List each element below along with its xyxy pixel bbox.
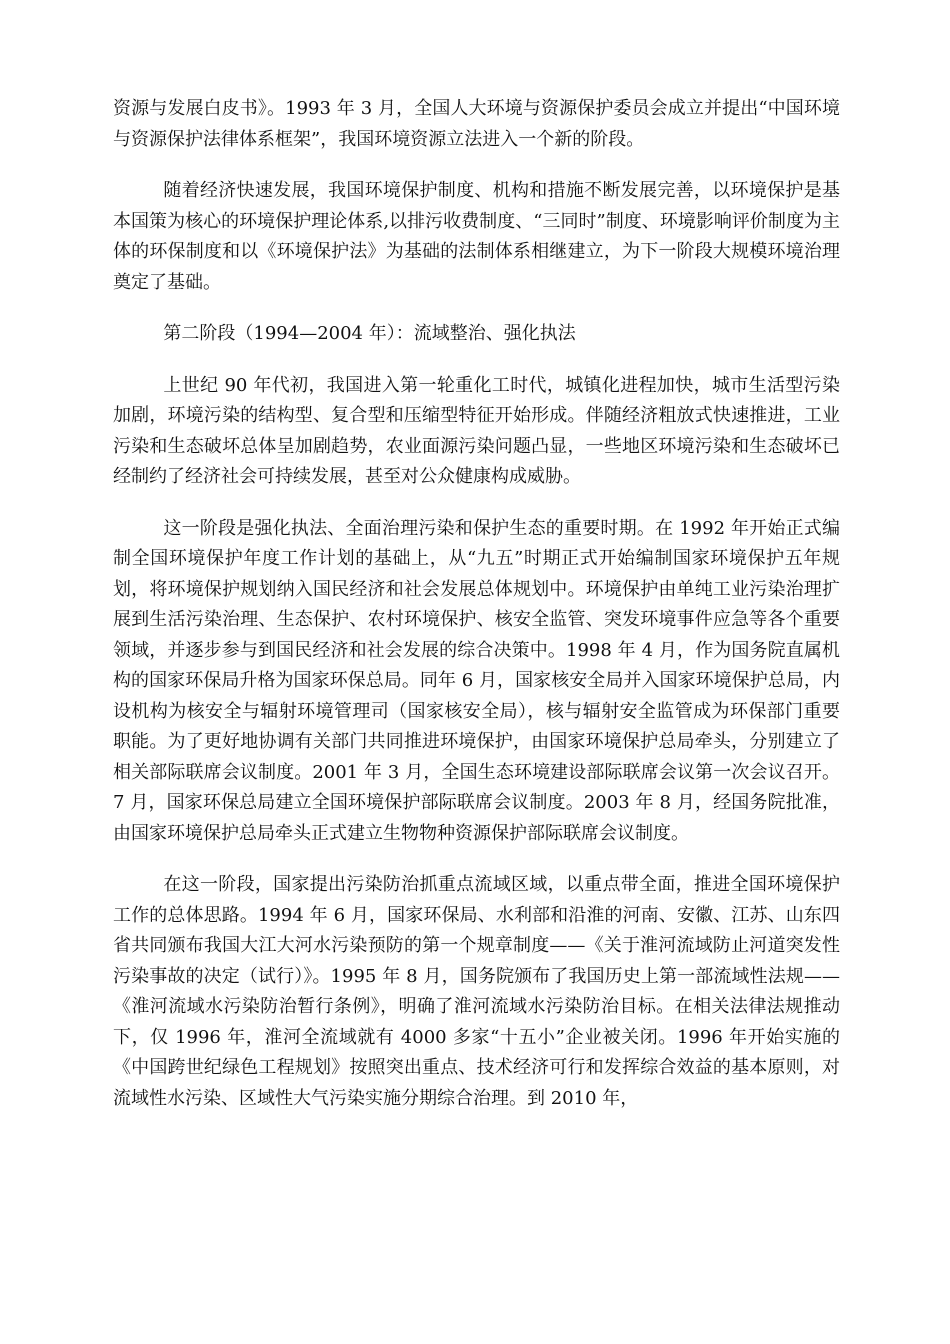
paragraph-heavy-industry: 上世纪 90 年代初，我国进入第一轮重化工时代，城镇化进程加快，城市生活型污染加剧，环境污染的结构型、复合型和压缩型特征开始形成。伴随经济粗放式快速推进，工业污染和生态破坏总体呈加剧趋势，农业面源污染问题凸显，一些地区环境污染和生态破坏已经制约了经济社会可持续发展，甚至对公众健康构成威胁。 [113, 374, 840, 487]
paragraph-enforcement: 这一阶段是强化执法、全面治理污染和保护生态的重要时期。在 1992 年开始正式编制全国环境保护年度工作计划的基础上，从“九五”时期正式开始编制国家环境保护五年规划，将环境保护规划纳入国民经济和社会发展总体规划中。环境保护由单纯工业污染治理扩展到生活污染治理、生态保护、农村环境保护、核安全监管、突发环境事件应急等各个重要领域，并逐步参与到国民经济和社会发展的综合决策中。1998 年 4 月，作为国务院直属机构的国家环保局升格为国家环保总局。同年 6 月，国家核安全局并入国家环境保护总局，内设机构为核安全与辐射环境管理司（国家核安全局），核与辐射安全监管成为环保部门重要职能。为了更好地协调有关部门共同推进环境保护，由国家环境保护总局牵头，分别建立了相关部际联席会议制度。2001 年 3 月，全国生态环境建设部际联席会议第一次会议召开。7 月，国家环保总局建立全国环境保护部际联席会议制度。2003 年 8 月，经国务院批准，由国家环境保护总局牵头正式建立生物物种资源保护部际联席会议制度。 [113, 517, 841, 844]
paragraph-river-basins: 在这一阶段，国家提出污染防治抓重点流域区域，以重点带全面，推进全国环境保护工作的总体思路。1994 年 6 月，国家环保局、水利部和沿淮的河南、安徽、江苏、山东四省共同颁布我国大江大河水污染预防的第一个规章制度——《关于淮河流域防止河道突发性污染事故的决定（试行）》。1995 年 8 月，国务院颁布了我国历史上第一部流域性法规——《淮河流域水污染防治暂行条例》，明确了淮河流域水污染防治目标。在相关法律法规推动下，仅 1996 年，淮河全流域就有 4000 多家“十五小”企业被关闭。1996 年开始实施的《中国跨世纪绿色工程规划》按照突出重点、技术经济可行和发挥综合效益的基本原则，对流域性水污染、区域性大气污染实施分期综合治理。到 2010 年， [113, 874, 840, 1109]
paragraph-institutions: 随着经济快速发展，我国环境保护制度、机构和措施不断发展完善，以环境保护是基本国策为核心的环境保护理论体系,以排污收费制度、“三同时”制度、环境影响评价制度为主体的环保制度和以《环境保护法》为基础的法制体系相继建立，为下一阶段大规模环境治理奠定了基础。 [113, 180, 840, 293]
document-body [113, 94, 840, 1135]
section-heading-stage-two: 第二阶段（1994—2004 年）：流域整治、强化执法 [163, 323, 576, 344]
paragraph-continuation: 资源与发展白皮书》。1993 年 3 月，全国人大环境与资源保护委员会成立并提出“中国环境与资源保护法律体系框架”，我国环境资源立法进入一个新的阶段。 [113, 98, 840, 150]
